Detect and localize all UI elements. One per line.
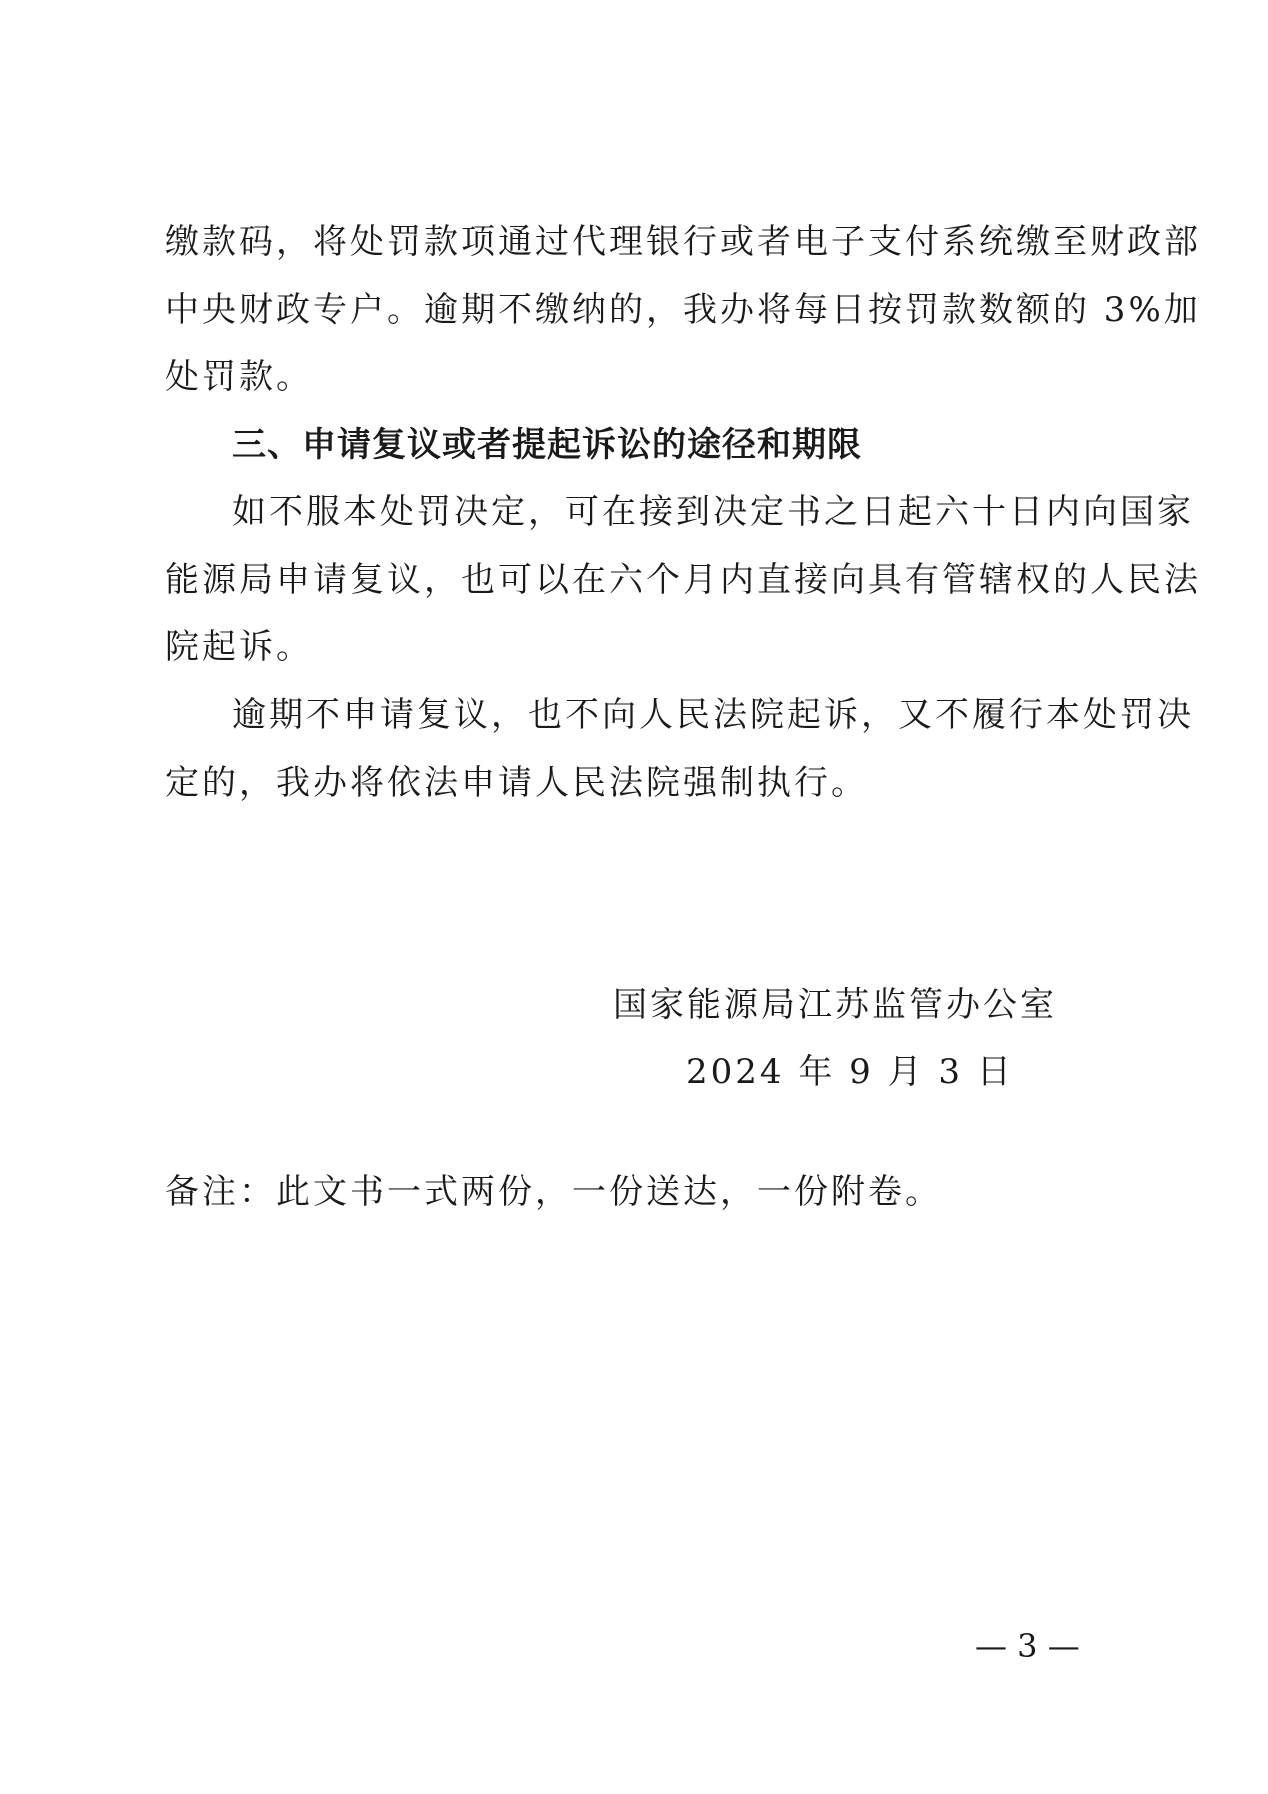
paragraph-line: 中央财政专户。逾期不缴纳的，我办将每日按罚款数额的 3%加 — [165, 290, 1201, 330]
paragraph-line: 处罚款。 — [165, 357, 313, 397]
document-note: 备注：此文书一式两份，一份送达，一份附卷。 — [165, 1172, 942, 1212]
paragraph-line: 逾期不申请复议，也不向人民法院起诉，又不履行本处罚决 — [232, 695, 1194, 735]
paragraph-line: 定的，我办将依法申请人民法院强制执行。 — [165, 763, 868, 803]
signature-organization: 国家能源局江苏监管办公室 — [613, 985, 1057, 1025]
paragraph-line: 如不服本处罚决定，可在接到决定书之日起六十日内向国家 — [232, 492, 1194, 532]
paragraph-line: 能源局申请复议，也可以在六个月内直接向具有管辖权的人民法 — [165, 560, 1201, 600]
signature-date: 2024 年 9 月 3 日 — [686, 1052, 1014, 1092]
page-number: — 3 — — [975, 1627, 1080, 1665]
paragraph-line: 院起诉。 — [165, 627, 313, 667]
paragraph-line: 缴款码，将处罚款项通过代理银行或者电子支付系统缴至财政部 — [165, 222, 1201, 262]
section-heading: 三、申请复议或者提起诉讼的途径和期限 — [232, 425, 862, 465]
